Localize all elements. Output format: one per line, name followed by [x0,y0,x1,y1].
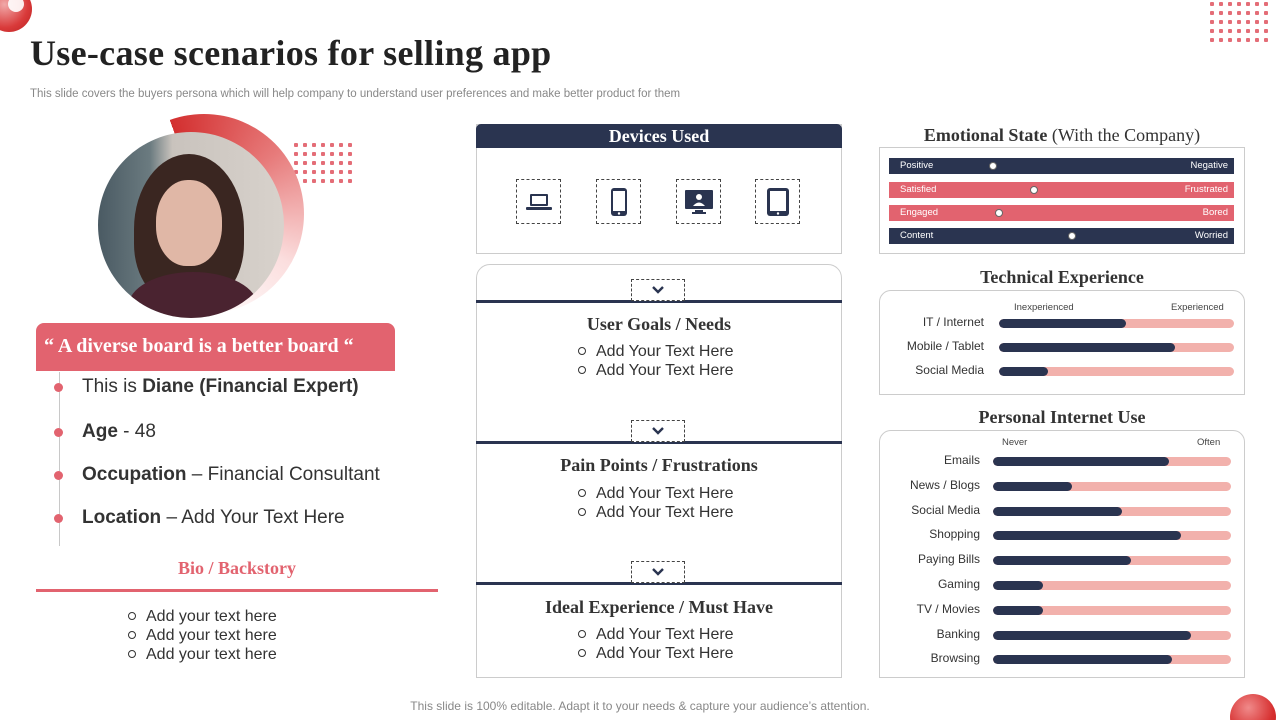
slide-footer: This slide is 100% editable. Adapt it to your needs & capture your audience’s attention. [410,699,870,713]
pain-points-item: Add Your Text Here [578,485,734,503]
persona-photo [98,132,284,318]
bar-track [993,482,1231,491]
bar-track [993,631,1231,640]
emotion-right-label: Bored [1202,207,1228,218]
smartphone-icon [596,179,641,224]
chevron-down-icon [631,279,685,301]
emotion-left-label: Positive [900,160,934,171]
user-goals-title: User Goals / Needs [586,314,732,334]
bar-fill [999,319,1126,328]
dot-pattern [1210,2,1268,42]
emotion-scale-bar [889,228,1234,244]
emotion-scale-bar [889,182,1234,198]
bar-fill [993,631,1191,640]
pain-points-title: Pain Points / Frustrations [560,455,758,475]
emotion-left-label: Satisfied [900,184,937,195]
dot-pattern-portrait [294,143,352,183]
scale-label-right: Experienced [1171,302,1224,313]
bar-label: Social Media [915,363,984,377]
bio-item: Add your text here [128,626,277,645]
monitor-user-icon [676,179,721,224]
persona-quote: “ A diverse board is a better board “ [36,323,395,371]
devices-title: Devices Used [476,124,842,148]
bar-label: TV / Movies [916,601,980,616]
chevron-down-icon [631,420,685,442]
emotion-right-label: Worried [1194,230,1228,241]
internet-use-title: Personal Internet Use [978,407,1146,427]
emotion-marker [1030,186,1038,194]
bio-divider [36,589,438,592]
ideal-experience-item: Add Your Text Here [578,645,734,663]
emotion-right-label: Frustrated [1184,184,1228,195]
slide-title: Use-case scenarios for selling app [30,33,552,73]
chevron-down-icon [631,561,685,583]
bio-title: Bio / Backstory [177,558,296,578]
bar-label: IT / Internet [922,315,984,329]
bar-track [993,507,1231,516]
bar-track [993,606,1231,615]
bar-fill [993,457,1169,466]
bar-label: Paying Bills [917,552,980,567]
bar-fill [993,581,1043,590]
emotion-marker [1068,232,1076,240]
technical-experience-title: Technical Experience [980,267,1144,287]
slide-subtitle: This slide covers the buyers persona which will help company to understand user preferences and make better product for them [30,88,681,100]
bar-fill [999,367,1048,376]
bar-label: News / Blogs [909,477,980,492]
scale-label-right: Often [1197,437,1221,448]
emotion-marker [995,209,1003,217]
bar-track [999,367,1234,376]
bar-fill [999,343,1175,352]
bar-track [999,343,1234,352]
bar-track [993,581,1231,590]
bar-track [993,556,1231,565]
pain-points-item: Add Your Text Here [578,504,734,522]
corner-decoration [0,0,32,32]
bar-fill [993,655,1172,664]
bar-label: Banking [936,626,980,641]
bar-label: Browsing [930,651,980,666]
emotion-left-label: Engaged [900,207,939,218]
ideal-experience-title: Ideal Experience / Must Have [545,597,773,617]
bar-label: Social Media [911,502,980,517]
user-goals-item: Add Your Text Here [578,343,734,361]
bar-fill [993,482,1072,491]
bar-label: Shopping [929,527,980,542]
scale-label-left: Never [1002,437,1028,448]
bar-track [999,319,1234,328]
bar-fill [993,507,1122,516]
emotion-left-label: Content [900,230,934,241]
bio-item: Add your text here [128,607,277,626]
bar-track [993,655,1231,664]
bar-label: Gaming [937,577,980,591]
emotion-right-label: Negative [1190,160,1228,171]
bar-label: Emails [943,453,980,467]
tablet-icon [755,179,800,224]
emotional-state-title: Emotional State (With the Company) [923,125,1201,145]
bar-track [993,531,1231,540]
bar-label: Mobile / Tablet [906,339,984,353]
bar-fill [993,556,1131,565]
ideal-experience-item: Add Your Text Here [578,626,734,644]
emotion-scale-bar [889,158,1234,174]
emotion-scale-bar [889,205,1234,221]
bio-list [128,607,277,664]
scale-label-left: Inexperienced [1014,302,1074,313]
bar-fill [993,531,1181,540]
laptop-icon [516,179,561,224]
emotion-marker [989,162,997,170]
bio-item: Add your text here [128,645,277,664]
bar-fill [993,606,1043,615]
user-goals-item: Add Your Text Here [578,362,734,380]
bar-track [993,457,1231,466]
